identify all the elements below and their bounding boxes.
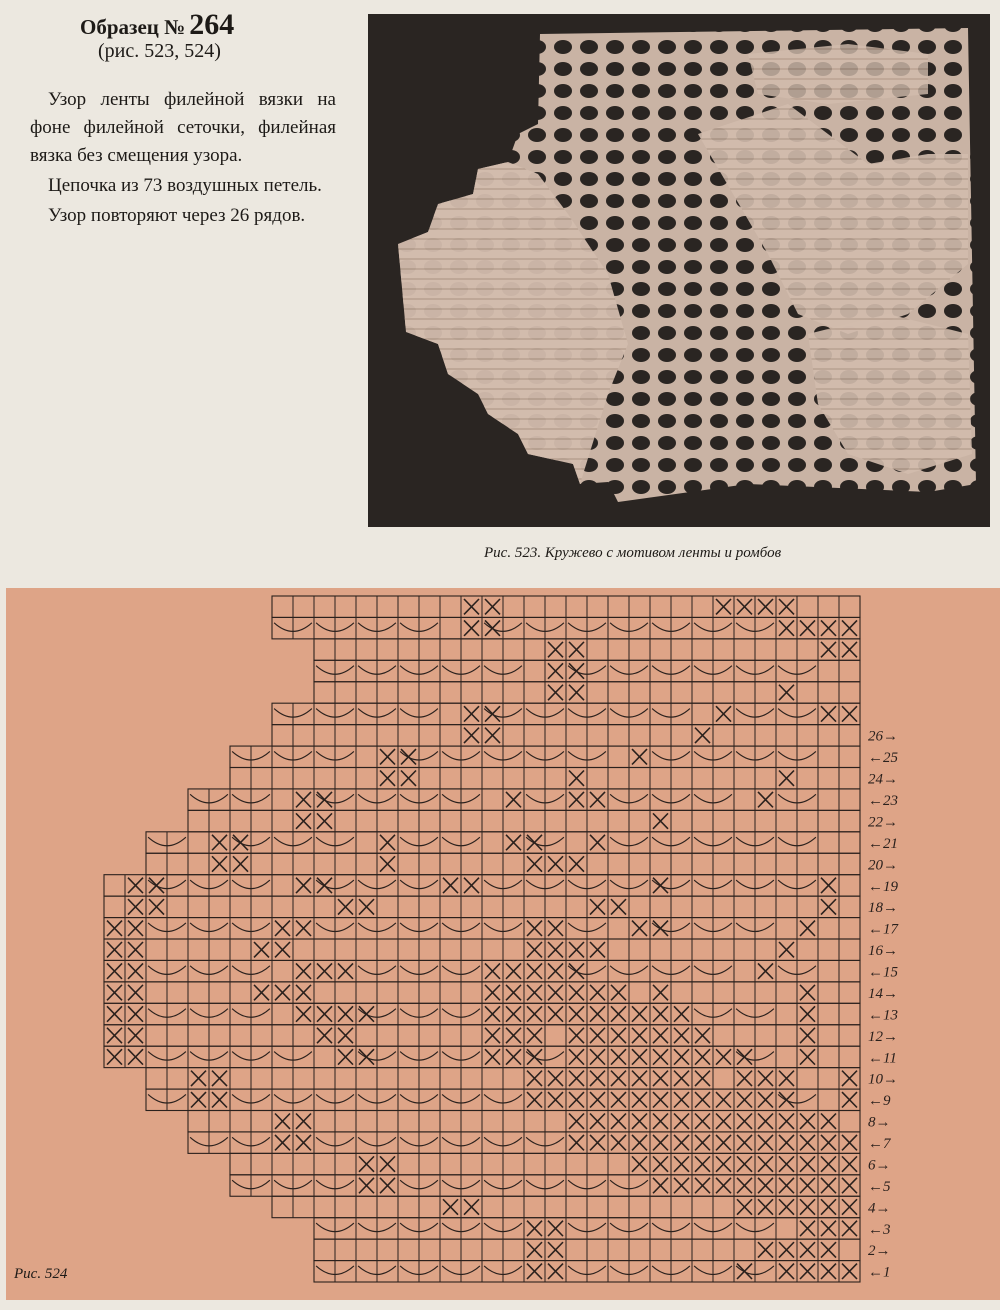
pattern-figure-reference: (рис. 523, 524) (98, 40, 221, 62)
row-number-label: 6→ (868, 1157, 891, 1174)
row-number-label: ←7 (868, 1136, 891, 1153)
row-number-label: ←11 (868, 1050, 897, 1067)
chart-caption: Рис. 524 (14, 1266, 68, 1282)
pattern-title-label: Образец № (80, 15, 186, 39)
row-number-label: ←3 (868, 1221, 891, 1238)
row-number-label: 16→ (868, 943, 898, 960)
row-number-label: ←21 (868, 835, 898, 852)
row-number-label: 12→ (868, 1028, 898, 1045)
description-paragraph: Цепочка из 73 воздушных петель. (48, 175, 322, 196)
description-paragraph: Узор ленты филейной вязки на фоне филейной сеточки, филейная вязка без смещения узора. (30, 89, 336, 166)
row-number-label: 4→ (868, 1200, 891, 1217)
row-number-label: ←9 (868, 1093, 891, 1110)
row-number-label: 10→ (868, 1071, 898, 1088)
row-number-label: ←5 (868, 1178, 891, 1195)
row-number-label: 14→ (868, 985, 898, 1002)
row-number-label: ←15 (868, 964, 898, 981)
row-number-label: 2→ (868, 1243, 891, 1260)
row-number-label: 26→ (868, 728, 898, 745)
row-number-label: 8→ (868, 1114, 891, 1131)
row-number-label: ←17 (868, 921, 898, 938)
row-number-label: ←25 (868, 750, 898, 767)
row-number-label: 22→ (868, 814, 898, 831)
row-number-label: ←1 (868, 1264, 891, 1281)
row-number-label: ←19 (868, 878, 898, 895)
description-paragraph: Узор повторяют через 26 рядов. (48, 205, 306, 226)
photo-caption: Рис. 523. Кружево с мотивом ленты и ромбов (484, 545, 782, 561)
row-number-label: ←23 (868, 793, 898, 810)
row-number-label: 18→ (868, 900, 898, 917)
row-number-label: 20→ (868, 857, 898, 874)
pattern-title-number: 264 (189, 8, 235, 41)
row-number-label: 24→ (868, 771, 898, 788)
row-number-label: ←13 (868, 1007, 898, 1024)
